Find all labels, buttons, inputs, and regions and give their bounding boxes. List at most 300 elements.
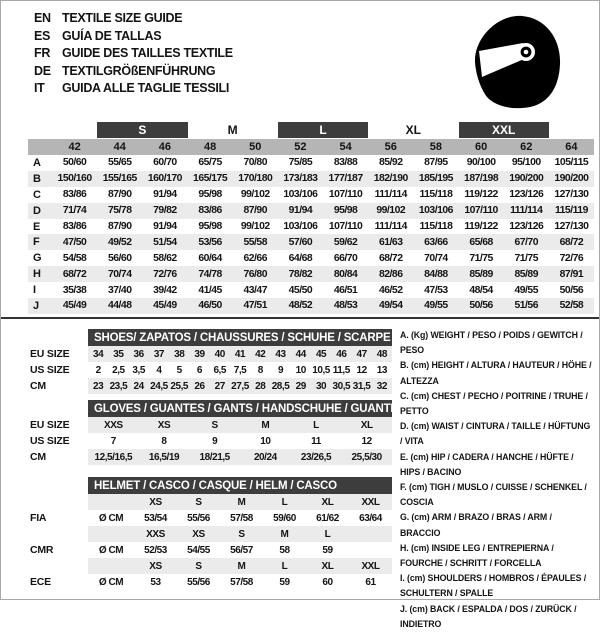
table-cell: S (177, 494, 220, 510)
table-cell: XS (139, 417, 190, 433)
table-cell: 68/72 (378, 252, 403, 264)
column-header: 48 (188, 139, 233, 155)
table-cell (349, 526, 392, 542)
language-code: FR (34, 46, 51, 60)
table-cell: 63/66 (413, 234, 458, 250)
table-cell: XXS (134, 526, 177, 542)
table-cell: 23 (88, 378, 108, 394)
table-cell: 43 (270, 346, 290, 362)
row-label: G (33, 252, 42, 265)
table-cell: 40 (210, 346, 230, 362)
table-cell: 35 (108, 346, 128, 362)
table-cell: 95/98 (323, 203, 368, 219)
table-cell: 62/66 (243, 252, 267, 264)
table-cell: 103/106 (413, 203, 458, 219)
gloves-size-table (30, 400, 392, 465)
table-cell: 74/78 (188, 266, 233, 282)
row-label (30, 558, 88, 574)
table-cell: 78/82 (278, 266, 323, 282)
table-cell: 91/94 (153, 221, 177, 232)
table-cell: 3,5 (132, 364, 145, 376)
table-cell: 91/94 (278, 203, 323, 219)
table-cell: 54/58 (62, 252, 87, 264)
table-cell: 91/94 (153, 189, 177, 201)
table-cell: 30,5 (331, 378, 351, 394)
table-cell: 182/190 (368, 171, 413, 187)
unit-cell (88, 494, 134, 510)
table-cell: 25,5/30 (341, 449, 392, 465)
table-cell: 29 (291, 378, 311, 394)
table-cell: 95/98 (198, 189, 222, 201)
row-label: CMR (30, 544, 54, 556)
language-title: TEXTILGRÖßENFÜHRUNG (62, 63, 216, 78)
unit-cell (88, 558, 134, 574)
language-code: IT (34, 81, 45, 95)
row-label: D (28, 203, 52, 219)
row-label: J (28, 298, 52, 314)
legend-item: C. (cm) CHEST / PECHO / POITRINE / TRUHE / PETTO (400, 390, 588, 417)
legend-item: I. (cm) SHOULDERS / HOMBROS / ÉPAULES / SCHULTERN / SPALLE (400, 573, 587, 599)
section-divider (0, 317, 600, 319)
column-header: 50 (233, 139, 278, 155)
table-cell: XXL (349, 494, 392, 510)
table-cell: 45/49 (142, 298, 187, 314)
column-header: 64 (549, 139, 594, 155)
table-cell: 30 (311, 378, 331, 394)
table-cell: 45 (311, 346, 331, 362)
table-cell: 170/180 (233, 171, 278, 187)
table-cell: 56/60 (107, 252, 132, 264)
size-group-xl: XL (405, 123, 421, 137)
table-cell: 67/70 (504, 234, 549, 250)
table-cell: 83/88 (333, 157, 358, 169)
table-cell: 9 (212, 435, 218, 447)
table-cell: 68/72 (549, 234, 594, 250)
table-cell: 6,5 (213, 364, 226, 376)
table-cell: 55/56 (187, 576, 210, 588)
table-cell: XXS (88, 417, 139, 433)
size-group-spacer (52, 122, 97, 138)
table-cell: 51/56 (504, 298, 549, 314)
table-cell: 8 (257, 364, 263, 376)
table-cell: 105/115 (554, 157, 589, 169)
table-cell: 75/85 (288, 157, 313, 169)
helmet-size-table (30, 477, 392, 590)
table-cell: XL (306, 558, 349, 574)
table-cell: 34 (88, 346, 108, 362)
table-cell: 83/86 (62, 221, 87, 232)
table-cell: 57/58 (230, 576, 253, 588)
table-cell: 39/42 (153, 284, 177, 296)
row-label: B (28, 171, 52, 187)
table-cell: 90/100 (466, 157, 496, 169)
table-cell: 6 (196, 364, 203, 376)
table-cell: 60/70 (153, 157, 177, 169)
size-group-s: S (97, 122, 187, 138)
table-cell: 45/49 (52, 298, 97, 314)
table-cell: 43/47 (243, 284, 267, 296)
table-cell: 177/187 (323, 171, 368, 187)
row-label (30, 526, 88, 542)
table-cell: 38 (169, 346, 189, 362)
table-cell: 82/86 (368, 266, 413, 282)
table-cell: 41 (230, 346, 250, 362)
table-cell: M (220, 494, 263, 510)
measurement-legend (400, 328, 594, 632)
table-cell: 65/75 (198, 157, 222, 169)
table-cell: 70/74 (97, 266, 142, 282)
table-cell: 65/68 (459, 234, 504, 250)
language-code: ES (34, 28, 51, 43)
table-cell: 48 (372, 346, 392, 362)
table-cell: L (263, 558, 306, 574)
table-cell: 103/106 (283, 221, 318, 232)
row-label: US SIZE (30, 435, 70, 447)
table-cell: 127/130 (554, 221, 589, 232)
table-cell: 58/62 (153, 252, 177, 264)
table-cell: 99/102 (240, 189, 270, 201)
table-cell (349, 542, 392, 558)
table-cell: 18/21,5 (189, 449, 240, 465)
row-label: CM (30, 451, 46, 463)
row-label: EU SIZE (30, 419, 70, 431)
size-group-l: L (278, 122, 368, 138)
table-cell: 107/110 (328, 189, 363, 201)
table-cell: 115/118 (419, 189, 453, 201)
table-cell: 37/40 (107, 284, 132, 296)
table-cell: 50/56 (459, 298, 504, 314)
table-cell: 2,5 (112, 364, 125, 376)
table-cell: 95/100 (511, 157, 541, 169)
table-cell: 95/98 (198, 221, 222, 232)
unit-cell (88, 526, 134, 542)
table-cell: 52/53 (144, 544, 167, 556)
table-cell: 31,5 (351, 378, 371, 394)
table-cell: 5 (176, 364, 182, 376)
table-cell: 42 (250, 346, 270, 362)
table-cell: 85/92 (378, 157, 403, 169)
table-cell: 83/86 (62, 189, 87, 201)
table-cell: 68/72 (52, 266, 97, 282)
table-cell: 165/175 (188, 171, 233, 187)
row-label: FIA (30, 512, 47, 524)
table-cell: 155/165 (97, 171, 142, 187)
table-cell: 12,5/16,5 (88, 449, 139, 465)
row-label: CM (30, 380, 46, 392)
table-cell: 52/58 (549, 298, 594, 314)
table-cell: L (291, 417, 342, 433)
table-cell: 61/63 (368, 234, 413, 250)
language-title: GUÍA DE TALLAS (62, 28, 162, 43)
racing-helmet-icon (468, 12, 564, 114)
table-cell: 7 (110, 435, 116, 447)
unit-cell: Ø CM (98, 544, 124, 556)
table-cell: 72/76 (142, 266, 187, 282)
table-cell: S (177, 558, 220, 574)
table-cell: 60 (322, 576, 333, 588)
table-cell: 46/52 (378, 284, 403, 296)
table-cell: 107/110 (328, 221, 363, 232)
column-header: 54 (323, 139, 368, 155)
table-cell: 185/195 (413, 171, 458, 187)
table-cell: 53 (150, 576, 161, 588)
language-row (34, 45, 233, 63)
table-cell: 37 (149, 346, 169, 362)
table-cell: M (220, 558, 263, 574)
table-cell: 48/54 (469, 284, 493, 296)
table-cell: 57/60 (278, 234, 323, 250)
table-cell: 61/62 (316, 512, 339, 524)
table-cell: 115/119 (549, 203, 594, 219)
table-cell: 84/88 (413, 266, 458, 282)
language-title: GUIDE DES TAILLES TEXTILE (62, 46, 233, 60)
table-cell: 25,5 (169, 378, 189, 394)
table-cell: 47/51 (233, 298, 278, 314)
table-cell: 47/53 (424, 284, 448, 296)
column-header: 62 (504, 139, 549, 155)
table-cell: 87/90 (107, 189, 132, 201)
table-cell: 36 (129, 346, 149, 362)
column-header: 56 (368, 139, 413, 155)
table-cell: XS (134, 558, 177, 574)
table-cell: 111/114 (374, 189, 407, 201)
table-cell: 48/53 (323, 298, 368, 314)
table-cell: 173/183 (278, 171, 323, 187)
table-cell: 8 (161, 435, 167, 447)
table-cell: 59/62 (323, 234, 368, 250)
table-cell: 50/60 (62, 157, 87, 169)
table-cell: 53/56 (188, 234, 233, 250)
table-cell: 49/54 (368, 298, 413, 314)
size-group-m: M (227, 123, 238, 137)
column-header: 58 (413, 139, 458, 155)
table-cell: 49/55 (514, 284, 538, 296)
column-header: 46 (142, 139, 187, 155)
size-group-spacer (28, 122, 52, 138)
table-cell: 13 (376, 364, 387, 376)
table-cell: 10 (295, 364, 306, 376)
table-cell: 103/106 (283, 189, 318, 201)
table-cell: S (220, 526, 263, 542)
table-cell: 71/75 (469, 252, 493, 264)
table-cell: 190/200 (549, 171, 594, 187)
language-row (34, 28, 233, 46)
table-cell: 45/50 (288, 284, 313, 296)
unit-cell: Ø CM (98, 576, 124, 588)
table-title: HELMET / CASCO / CASQUE / HELM / CASCO (88, 477, 392, 494)
table-cell: 41/45 (198, 284, 222, 296)
table-cell: 51/54 (142, 234, 187, 250)
legend-item: F. (cm) TIGH / MUSLO / CUISSE / SCHENKEL / COSCIA (400, 482, 587, 508)
table-cell: 39 (189, 346, 209, 362)
language-row (34, 63, 233, 81)
table-cell: 70/74 (424, 252, 448, 264)
row-label: ECE (30, 576, 51, 588)
column-header: 42 (52, 139, 97, 155)
table-cell: 64/68 (288, 252, 313, 264)
table-cell: 99/102 (240, 221, 270, 232)
table-cell: 10,5 (312, 364, 330, 376)
table-cell: 7,5 (233, 364, 247, 376)
table-cell: 46 (331, 346, 351, 362)
table-cell: 76/80 (233, 266, 278, 282)
table-cell: S (189, 417, 240, 433)
row-label: F (28, 234, 52, 250)
language-title: GUIDA ALLE TAGLIE TESSILI (62, 81, 230, 95)
table-cell: 27,5 (230, 378, 250, 394)
table-cell: 187/198 (459, 171, 504, 187)
column-header: 60 (459, 139, 504, 155)
table-cell: 119/122 (464, 221, 498, 232)
size-group-xxl: XXL (459, 122, 549, 138)
table-cell: 190/200 (504, 171, 549, 187)
table-cell: 16,5/19 (139, 449, 190, 465)
table-cell: 10 (260, 435, 271, 447)
row-label: H (28, 266, 52, 282)
table-cell: 9 (277, 364, 284, 376)
table-cell: 71/75 (514, 252, 538, 264)
table-cell: 47 (351, 346, 371, 362)
table-cell: 50/56 (559, 284, 584, 296)
table-cell: 12 (356, 364, 367, 376)
table-cell: 55/56 (187, 512, 210, 524)
row-label (30, 494, 88, 510)
table-cell: L (306, 526, 349, 542)
table-cell: 59 (279, 576, 290, 588)
table-cell: 111/114 (504, 203, 549, 219)
table-cell: 27 (210, 378, 230, 394)
row-label: US SIZE (30, 364, 70, 376)
table-cell: 75/78 (97, 203, 142, 219)
table-cell: 48/52 (278, 298, 323, 314)
table-cell: M (240, 417, 291, 433)
table-cell: 12 (361, 435, 372, 447)
table-cell: 44/48 (97, 298, 142, 314)
table-cell: 4 (156, 364, 162, 376)
table-cell: 61 (365, 576, 376, 588)
table-cell: 87/90 (107, 221, 132, 232)
table-cell: 44 (291, 346, 311, 362)
row-label: A (33, 156, 41, 169)
language-code: DE (34, 63, 51, 78)
table-cell: 71/74 (52, 203, 97, 219)
table-cell: 115/118 (419, 221, 453, 232)
language-row (34, 80, 233, 98)
table-cell: 79/82 (142, 203, 187, 219)
table-cell: 111/114 (374, 221, 407, 232)
shoes-size-table (30, 329, 392, 394)
table-cell: 55/58 (233, 234, 278, 250)
legend-item: B. (cm) HEIGHT / ALTURA / HAUTEUR / HÖHE / ALTEZZA (400, 360, 592, 386)
row-label: C (33, 188, 41, 201)
table-cell: 47/50 (52, 234, 97, 250)
table-cell: XXL (349, 558, 392, 574)
language-code: EN (34, 11, 51, 25)
table-cell: 24,5 (149, 378, 169, 394)
table-cell: 56/57 (230, 544, 253, 556)
table-cell: XL (341, 417, 392, 433)
table-cell: 23,5 (108, 378, 128, 394)
table-cell: 57/58 (230, 512, 253, 524)
table-cell: L (263, 494, 306, 510)
table-cell: 35/38 (62, 284, 87, 296)
table-title: SHOES/ ZAPATOS / CHAUSSURES / SCHUHE / SCARPE (88, 329, 392, 346)
size-group-spacer (549, 122, 594, 138)
table-cell: 150/160 (52, 171, 97, 187)
column-header: 44 (97, 139, 142, 155)
textile-size-table (28, 122, 594, 314)
table-cell: 80/84 (323, 266, 368, 282)
table-cell: 123/126 (509, 189, 544, 201)
legend-item: J. (cm) BACK / ESPALDA / DOS / ZURÜCK / INDIETRO (400, 603, 577, 629)
table-cell: 66/70 (333, 252, 358, 264)
table-cell: 160/170 (142, 171, 187, 187)
table-cell: 72/76 (559, 252, 584, 264)
table-cell: 23/26,5 (291, 449, 342, 465)
table-cell: 11,5 (332, 364, 350, 376)
table-cell: 70/80 (243, 157, 267, 169)
table-cell: 28,5 (270, 378, 290, 394)
table-cell: 59 (322, 544, 333, 556)
table-cell: 87/95 (424, 157, 448, 169)
row-label: E (33, 220, 41, 233)
table-cell: 49/52 (97, 234, 142, 250)
table-cell: 20/24 (240, 449, 291, 465)
legend-item: H. (cm) INSIDE LEG / ENTREPIERNA / FOURCHE / SCHRITT / FORCELLA (400, 542, 554, 569)
row-label: EU SIZE (30, 348, 70, 360)
legend-item: E. (cm) HIP / CADERA / HANCHE / HÜFTE / HIPS / BACINO (400, 451, 574, 477)
language-title: TEXTILE SIZE GUIDE (62, 11, 183, 25)
unit-cell: Ø CM (98, 512, 124, 524)
table-cell: 26 (189, 378, 209, 394)
language-row (34, 10, 233, 28)
table-title: GLOVES / GUANTES / GANTS / HANDSCHUHE / GUANTI (88, 400, 392, 417)
table-cell: 83/86 (188, 203, 233, 219)
table-cell: 54/55 (187, 544, 210, 556)
column-header-spacer (28, 139, 52, 155)
table-cell: 46/51 (333, 284, 358, 296)
table-cell: 59/60 (273, 512, 296, 524)
table-cell: 11 (311, 435, 321, 447)
table-cell: XL (306, 494, 349, 510)
column-header: 52 (278, 139, 323, 155)
table-cell: 85/89 (459, 266, 504, 282)
table-cell: 2 (95, 364, 101, 376)
table-cell: 60/64 (198, 252, 222, 264)
table-cell: 58 (279, 544, 290, 556)
table-cell: 123/126 (509, 221, 544, 232)
table-cell: 32 (372, 378, 392, 394)
table-cell: 99/102 (368, 203, 413, 219)
table-cell: XS (134, 494, 177, 510)
table-cell: 63/64 (359, 512, 382, 524)
table-cell: 87/90 (233, 203, 278, 219)
legend-item: D. (cm) WAIST / CINTURA / TAILLE / HÜFTUNG / VITA (400, 421, 591, 447)
row-label: I (33, 284, 37, 297)
table-cell: 55/65 (107, 157, 132, 169)
table-cell: 85/89 (504, 266, 549, 282)
language-title-block (34, 10, 233, 98)
table-cell: 53/54 (144, 512, 167, 524)
legend-item: A. (Kg) WEIGHT / PESO / POIDS / GEWITCH / PESO (400, 330, 583, 356)
table-cell: 107/110 (459, 203, 504, 219)
table-cell: 24 (129, 378, 149, 394)
table-cell: 127/130 (554, 189, 589, 201)
table-cell: M (263, 526, 306, 542)
table-cell: 87/91 (549, 266, 594, 282)
table-cell: XS (177, 526, 220, 542)
table-cell: 49/55 (413, 298, 458, 314)
